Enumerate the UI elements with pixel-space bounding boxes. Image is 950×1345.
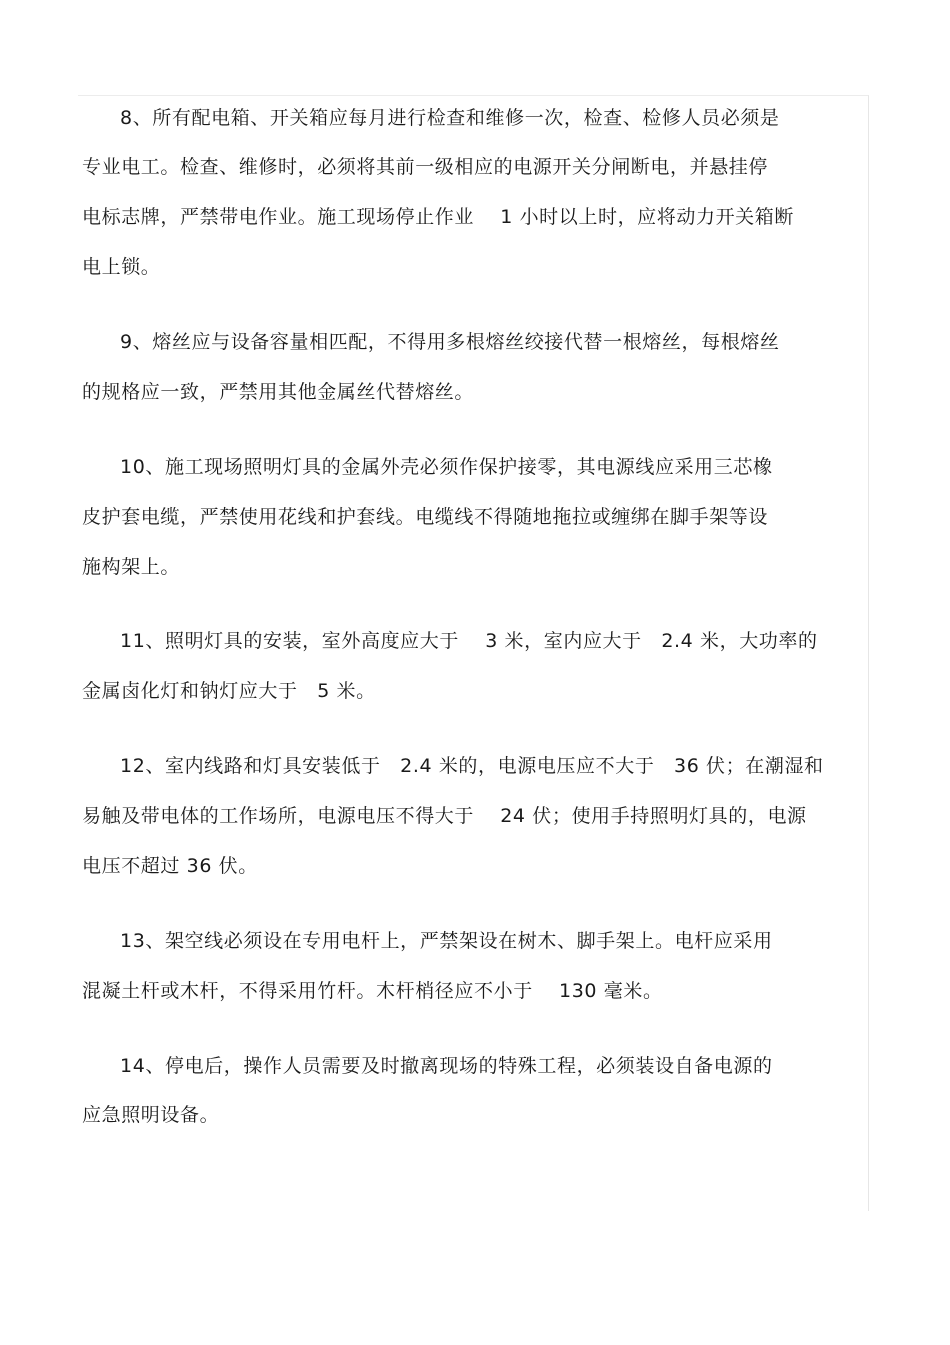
- paragraph-9-line-2: 的规格应一致，严禁用其他金属丝代替熔丝。: [82, 381, 475, 403]
- paragraph-11-line-1: 11、照明灯具的安装，室外高度应大于 3 米，室内应大于 2.4 米，大功率的: [120, 630, 818, 652]
- paragraph-14-line-2: 应急照明设备。: [82, 1104, 220, 1126]
- paragraph-8-line-1: 8、所有配电箱、开关箱应每月进行检查和维修一次，检查、检修人员必须是: [120, 107, 780, 129]
- paragraph-8-line-2: 专业电工。检查、维修时，必须将其前一级相应的电源开关分闸断电，并悬挂停: [82, 156, 769, 178]
- paragraph-14-line-1: 14、停电后，操作人员需要及时撤离现场的特殊工程，必须装设自备电源的: [120, 1055, 773, 1077]
- paragraph-11-line-2: 金属卤化灯和钠灯应大于 5 米。: [82, 680, 376, 702]
- paragraph-10-line-3: 施构架上。: [82, 556, 181, 578]
- paragraph-12-line-2: 易触及带电体的工作场所，电源电压不得大于 24 伏；使用手持照明灯具的，电源: [82, 805, 807, 827]
- paragraph-13-line-2: 混凝土杆或木杆，不得采用竹杆。木杆梢径应不小于 130 毫米。: [82, 980, 663, 1002]
- paragraph-10-line-1: 10、施工现场照明灯具的金属外壳必须作保护接零，其电源线应采用三芯橡: [120, 456, 773, 478]
- paragraph-8-line-3: 电标志牌，严禁带电作业。施工现场停止作业 1 小时以上时，应将动力开关箱断: [82, 206, 794, 228]
- paragraph-12-line-1: 12、室内线路和灯具安装低于 2.4 米的，电源电压应不大于 36 伏；在潮湿和: [120, 755, 824, 777]
- paragraph-9-line-1: 9、熔丝应与设备容量相匹配，不得用多根熔丝绞接代替一根熔丝，每根熔丝: [120, 331, 780, 353]
- paragraph-12-line-3: 电压不超过 36 伏。: [82, 855, 258, 877]
- paragraph-10-line-2: 皮护套电缆，严禁使用花线和护套线。电缆线不得随地拖拉或缠绑在脚手架等设: [82, 506, 769, 528]
- paragraph-8-line-4: 电上锁。: [82, 256, 161, 278]
- paragraph-13-line-1: 13、架空线必须设在专用电杆上，严禁架设在树木、脚手架上。电杆应采用: [120, 930, 773, 952]
